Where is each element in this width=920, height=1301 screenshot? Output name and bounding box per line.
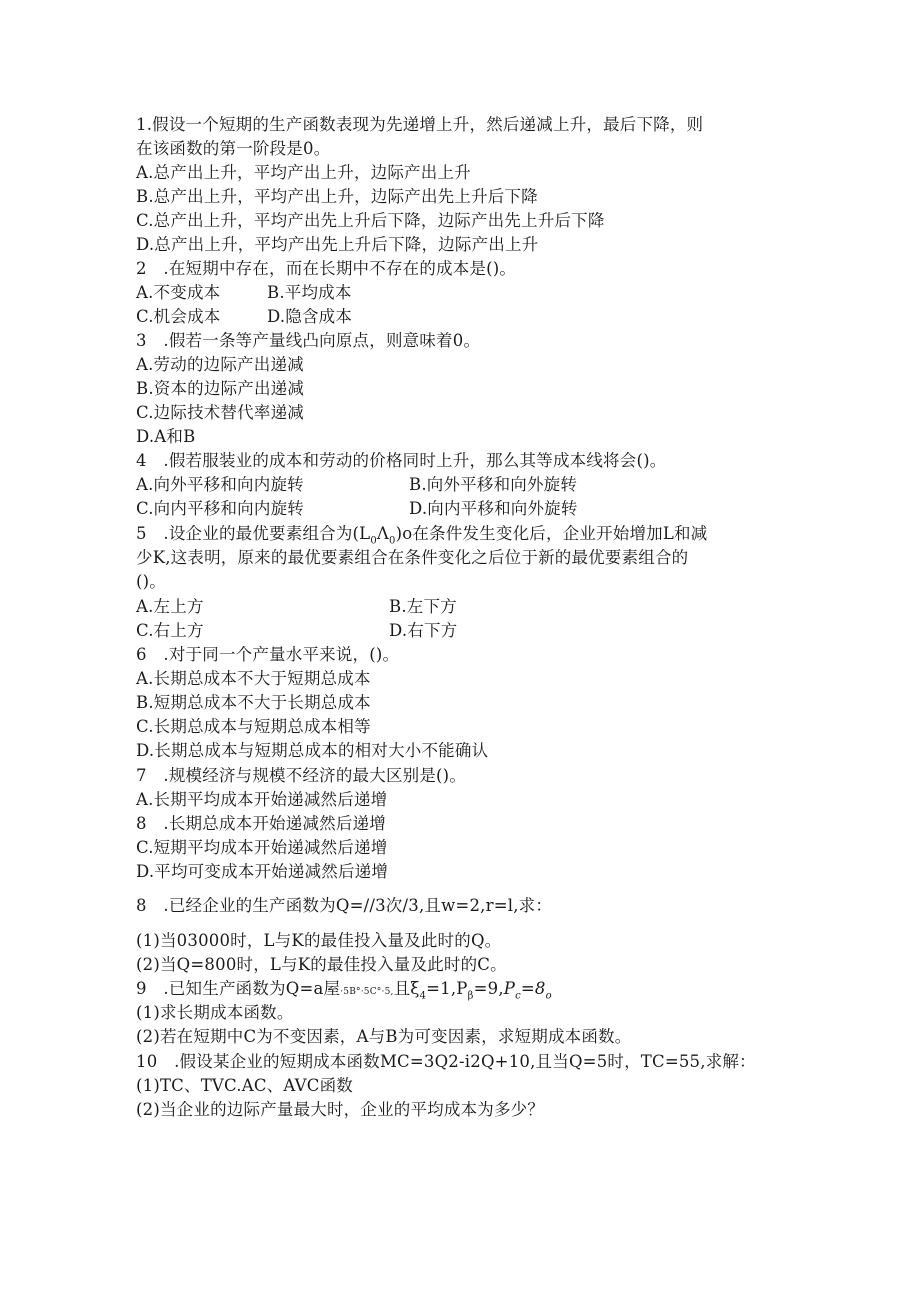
q10-stem: 10 .假设某企业的短期成本函数MC=3Q2-i2Q+10,且当Q=5时，TC=55,求解： [136, 1052, 756, 1071]
q4-option-a: A.向外平移和向内旋转 [136, 475, 304, 494]
q6-option-d: D.长期总成本与短期总成本的相对大小不能确认 [136, 741, 489, 760]
q1-stem-line2: 在该函数的第一阶段是0。 [136, 139, 331, 158]
q7-option-a: A.长期平均成本开始递减然后递增 [136, 790, 388, 809]
q2-option-a: A.不变成本 [136, 283, 221, 302]
q4-stem: 4 .假若服装业的成本和劳动的价格同时上升，那么其等成本线将会()。 [136, 451, 667, 470]
q7-option-b: 8 .长期总成本开始递减然后递增 [136, 814, 386, 833]
q4-option-b: B.向外平移和向外旋转 [409, 475, 578, 494]
q5-option-c: C.右上方 [136, 621, 204, 640]
q9-part-1: (1)求长期成本函数。 [136, 1003, 294, 1022]
q8-part-1: (1)当03000时，L与K的最佳投入量及此时的Q。 [136, 931, 502, 950]
q9-sub-a: 4 [419, 990, 427, 1002]
q5-option-a: A.左上方 [136, 597, 204, 616]
q1-stem-line1: 1.假设一个短期的生产函数表现为先递增上升，然后递减上升，最后下降，则 [136, 115, 704, 134]
q7-option-d: D.平均可变成本开始递减然后递增 [136, 862, 389, 881]
q9-post: =8 [520, 979, 546, 998]
q2-stem: 2 .在短期中存在，而在长期中不存在的成本是()。 [136, 259, 517, 278]
q5-stem-pre: 5 .设企业的最优要素组合为(L [136, 524, 371, 543]
q5-lambda: Λ [376, 524, 390, 543]
q2-option-c: C.机会成本 [136, 307, 221, 326]
q5-sub-k: 0 [389, 535, 396, 547]
q9-exponents: ·5B°·5C°·5, [340, 987, 394, 997]
q4-option-c: C.向内平移和向内旋转 [136, 499, 304, 518]
q7-option-c: C.短期平均成本开始递减然后递增 [136, 838, 388, 857]
q1-option-d: D.总产出上升，平均产出先上升后下降，边际产出上升 [136, 235, 539, 254]
q3-option-c: C.边际技术替代率递减 [136, 403, 304, 422]
q4-option-d: D.向内平移和向外旋转 [409, 499, 578, 518]
q1-option-b: B.总产出上升，平均产出上升，边际产出先上升后下降 [136, 187, 538, 206]
q3-option-b: B.资本的边际产出递减 [136, 379, 305, 398]
q5-option-d: D.右下方 [389, 621, 458, 640]
q10-part-2: (2)当企业的边际产量最大时，企业的平均成本为多少？ [136, 1100, 545, 1119]
q9-mid3: =9, [473, 979, 504, 998]
q3-option-a: A.劳动的边际产出递减 [136, 355, 304, 374]
q5-stem-post: )o在条件发生变化后，企业开始增加L和减 [395, 524, 708, 543]
q3-option-d: D.A和B [136, 427, 196, 446]
q5-sub-l: 0 [370, 535, 377, 547]
q10-part-1: (1)TC、TVC.AC、AVC函数 [136, 1076, 353, 1095]
q9-part-2: (2)若在短期中C为不变因素，A与B为可变因素，求短期成本函数。 [136, 1027, 632, 1046]
q6-option-b: B.短期总成本不大于长期总成本 [136, 693, 371, 712]
q9-sub-c: c [515, 990, 521, 1002]
q2-option-b: B.平均成本 [267, 283, 352, 302]
q5-stem-line3: ()。 [136, 572, 166, 591]
q9-sub-d: o [545, 990, 552, 1002]
q9-mid1: 且ξ [393, 979, 420, 998]
q9-sub-b: β [467, 990, 474, 1002]
q7-stem: 7 .规模经济与规模不经济的最大区别是()。 [136, 766, 467, 785]
q2-option-d: D.隐含成本 [267, 307, 353, 326]
q9-mid2: =1,P [426, 979, 468, 998]
q9-stem-pre: 9 .已知生产函数为Q=a屋 [136, 979, 341, 998]
q6-option-a: A.长期总成本不大于短期总成本 [136, 669, 371, 688]
q5-stem-line2: 少K,这表明，原来的最优要素组合在条件变化之后位于新的最优要素组合的 [136, 548, 689, 567]
q3-stem: 3 .假若一条等产量线凸向原点，则意味着0。 [136, 331, 481, 350]
q8-part-2: (2)当Q=800时，L与K的最佳投入量及此时的C。 [136, 955, 507, 974]
q1-option-c: C.总产出上升，平均产出先上升后下降，边际产出先上升后下降 [136, 211, 605, 230]
q8-stem: 8 .已经企业的生产函数为Q=//3次/3,且w=2,r=l,求： [136, 896, 553, 915]
q9-pc: P [503, 979, 516, 998]
q1-option-a: A.总产出上升，平均产出上升，边际产出上升 [136, 163, 471, 182]
q6-option-c: C.长期总成本与短期总成本相等 [136, 717, 371, 736]
q6-stem: 6 .对于同一个产量水平来说，()。 [136, 645, 400, 664]
q5-option-b: B.左下方 [389, 597, 457, 616]
